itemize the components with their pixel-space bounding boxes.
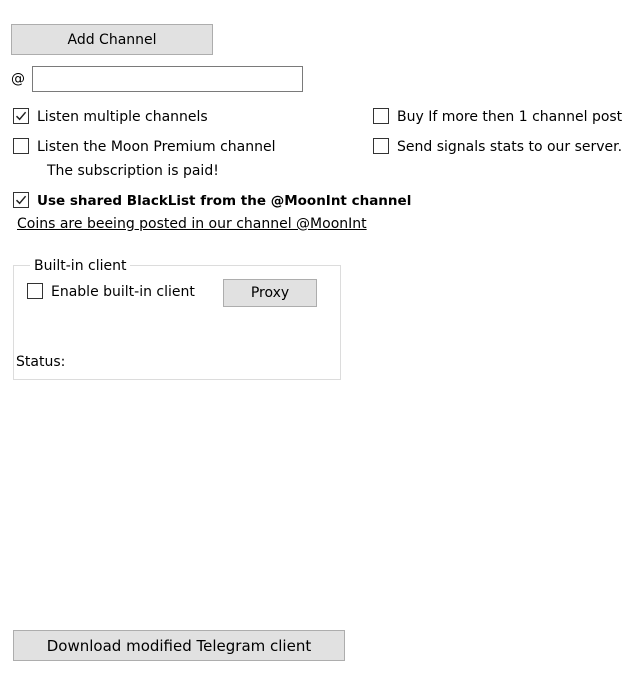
send-stats-label: Send signals stats to our server. bbox=[397, 139, 623, 155]
listen-moon-premium-label: Listen the Moon Premium channel bbox=[37, 139, 276, 155]
listen-multiple-label: Listen multiple channels bbox=[37, 109, 208, 125]
send-stats-checkbox[interactable] bbox=[373, 138, 389, 154]
builtin-client-title: Built-in client bbox=[30, 257, 130, 275]
shared-blacklist-checkbox[interactable] bbox=[13, 192, 29, 208]
add-channel-button[interactable]: Add Channel bbox=[11, 24, 213, 55]
buy-if-more-label: Buy If more then 1 channel post bbox=[397, 109, 623, 125]
proxy-button[interactable]: Proxy bbox=[223, 279, 317, 307]
channel-name-input[interactable] bbox=[32, 66, 303, 92]
moonint-channel-link[interactable]: Coins are beeing posted in our channel @MoonInt bbox=[17, 216, 367, 232]
shared-blacklist-label: Use shared BlackList from the @MoonInt channel bbox=[37, 193, 412, 209]
download-telegram-client-button[interactable]: Download modified Telegram client bbox=[13, 630, 345, 661]
buy-if-more-checkbox[interactable] bbox=[373, 108, 389, 124]
listen-moon-premium-checkbox[interactable] bbox=[13, 138, 29, 154]
subscription-status-text: The subscription is paid! bbox=[47, 163, 219, 179]
enable-builtin-client-checkbox[interactable] bbox=[27, 283, 43, 299]
status-label: Status: bbox=[16, 354, 66, 370]
checkmark-icon bbox=[15, 194, 27, 206]
checkmark-icon bbox=[15, 110, 27, 122]
enable-builtin-client-label: Enable built-in client bbox=[51, 284, 195, 300]
channel-at-prefix: @ bbox=[11, 71, 25, 87]
listen-multiple-checkbox[interactable] bbox=[13, 108, 29, 124]
